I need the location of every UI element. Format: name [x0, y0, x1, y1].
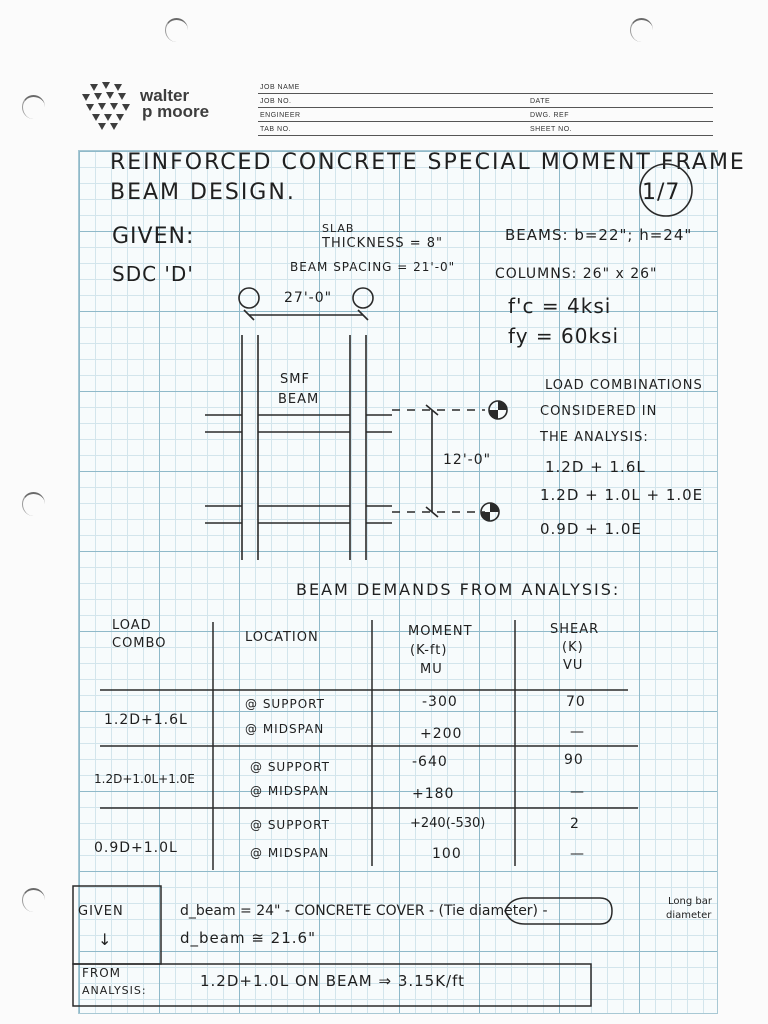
- row-location-midspan: @ MIDSPAN: [245, 722, 325, 736]
- given-box-label: GIVEN: [78, 904, 124, 919]
- smf-beam-label: BEAM: [278, 392, 320, 407]
- row-shear-support: 90: [564, 752, 584, 768]
- load-combos-heading-3: THE ANALYSIS:: [540, 430, 649, 445]
- given-label: GIVEN:: [112, 224, 195, 249]
- analysis-label: ANALYSIS:: [82, 984, 147, 997]
- row-combo: 1.2D+1.0L+1.0E: [94, 772, 195, 786]
- given-box-arrow-icon: ↓: [98, 930, 113, 949]
- dwg-ref-label: DWG. REF: [530, 112, 569, 119]
- logo-line-2: p moore: [142, 102, 210, 121]
- header-shear: SHEAR: [550, 622, 600, 637]
- beam-spacing: BEAM SPACING = 21'-0": [290, 260, 456, 274]
- load-combos-heading-2: CONSIDERED IN: [540, 404, 658, 419]
- concrete-strength: f'c = 4ksi: [508, 294, 612, 318]
- d-beam-result: d_beam ≅ 21.6": [180, 929, 316, 947]
- slab-thickness: THICKNESS = 8": [322, 236, 444, 251]
- sheet-no-label: SHEET NO.: [530, 126, 573, 133]
- slab-label: SLAB: [322, 222, 355, 235]
- d-beam-equation: d_beam = 24" - CONCRETE COVER - (Tie diameter) -: [180, 903, 548, 919]
- row-moment-midspan: 100: [432, 846, 462, 862]
- row-shear-support: 70: [566, 694, 586, 710]
- sheet-title-line-1: REINFORCED CONCRETE SPECIAL MOMENT FRAME: [110, 150, 746, 175]
- tab-no-label: TAB NO.: [260, 126, 291, 133]
- header-moment: MOMENT: [408, 624, 473, 639]
- beam-demands-heading: BEAM DEMANDS FROM ANALYSIS:: [296, 580, 621, 599]
- row-combo: 1.2D+1.6L: [104, 712, 188, 728]
- column-dimensions: COLUMNS: 26" x 26": [495, 266, 658, 282]
- header-shear-units: (K): [562, 640, 584, 655]
- smf-label: SMF: [280, 372, 310, 387]
- row-shear-support: 2: [570, 816, 580, 832]
- row-location-support: @ SUPPORT: [250, 818, 330, 832]
- header-combo: COMBO: [112, 636, 167, 651]
- sdc-text: SDC 'D': [112, 262, 194, 286]
- row-moment-midspan: +180: [412, 786, 455, 802]
- long-bar-note-2: diameter: [666, 910, 712, 921]
- story-height-dimension: 12'-0": [443, 452, 492, 468]
- engineer-label: ENGINEER: [260, 112, 301, 119]
- header-moment-units: (K-ft): [410, 643, 448, 658]
- load-combo-item: 1.2D + 1.6L: [545, 458, 646, 476]
- date-label: DATE: [530, 98, 551, 105]
- load-combos-heading-1: LOAD COMBINATIONS: [545, 378, 703, 393]
- row-moment-support: +240(-530): [410, 816, 486, 831]
- row-moment-midspan: +200: [420, 726, 463, 742]
- beam-dimensions: BEAMS: b=22"; h=24": [505, 226, 693, 244]
- distributed-load: 1.2D+1.0L ON BEAM ⇒ 3.15K/ft: [200, 972, 466, 990]
- header-mu: MU: [420, 662, 443, 677]
- page-marker: 1/7: [642, 180, 681, 205]
- steel-yield-strength: fy = 60ksi: [508, 324, 620, 348]
- row-location-midspan: @ MIDSPAN: [250, 784, 330, 798]
- sheet-title-line-2: BEAM DESIGN.: [110, 180, 296, 205]
- header-location: LOCATION: [245, 630, 319, 645]
- logo-line-1: walter: [140, 86, 190, 105]
- row-shear-midspan: —: [570, 724, 585, 740]
- row-moment-support: -640: [412, 754, 448, 770]
- span-dimension: 27'-0": [284, 290, 333, 306]
- row-location-support: @ SUPPORT: [250, 760, 330, 774]
- long-bar-note-1: Long bar: [668, 896, 712, 907]
- row-shear-midspan: —: [570, 784, 585, 800]
- job-no-label: JOB NO.: [260, 98, 292, 105]
- load-combo-item: 0.9D + 1.0E: [540, 520, 642, 538]
- row-combo: 0.9D+1.0L: [94, 840, 178, 856]
- header-load: LOAD: [112, 618, 152, 633]
- load-combo-item: 1.2D + 1.0L + 1.0E: [540, 486, 704, 504]
- row-location-support: @ SUPPORT: [245, 697, 325, 711]
- header-vu: VU: [563, 658, 584, 673]
- row-moment-support: -300: [422, 694, 458, 710]
- row-location-midspan: @ MIDSPAN: [250, 846, 330, 860]
- row-shear-midspan: —: [570, 846, 585, 862]
- job-name-label: JOB NAME: [260, 84, 300, 91]
- from-label: FROM: [82, 966, 122, 980]
